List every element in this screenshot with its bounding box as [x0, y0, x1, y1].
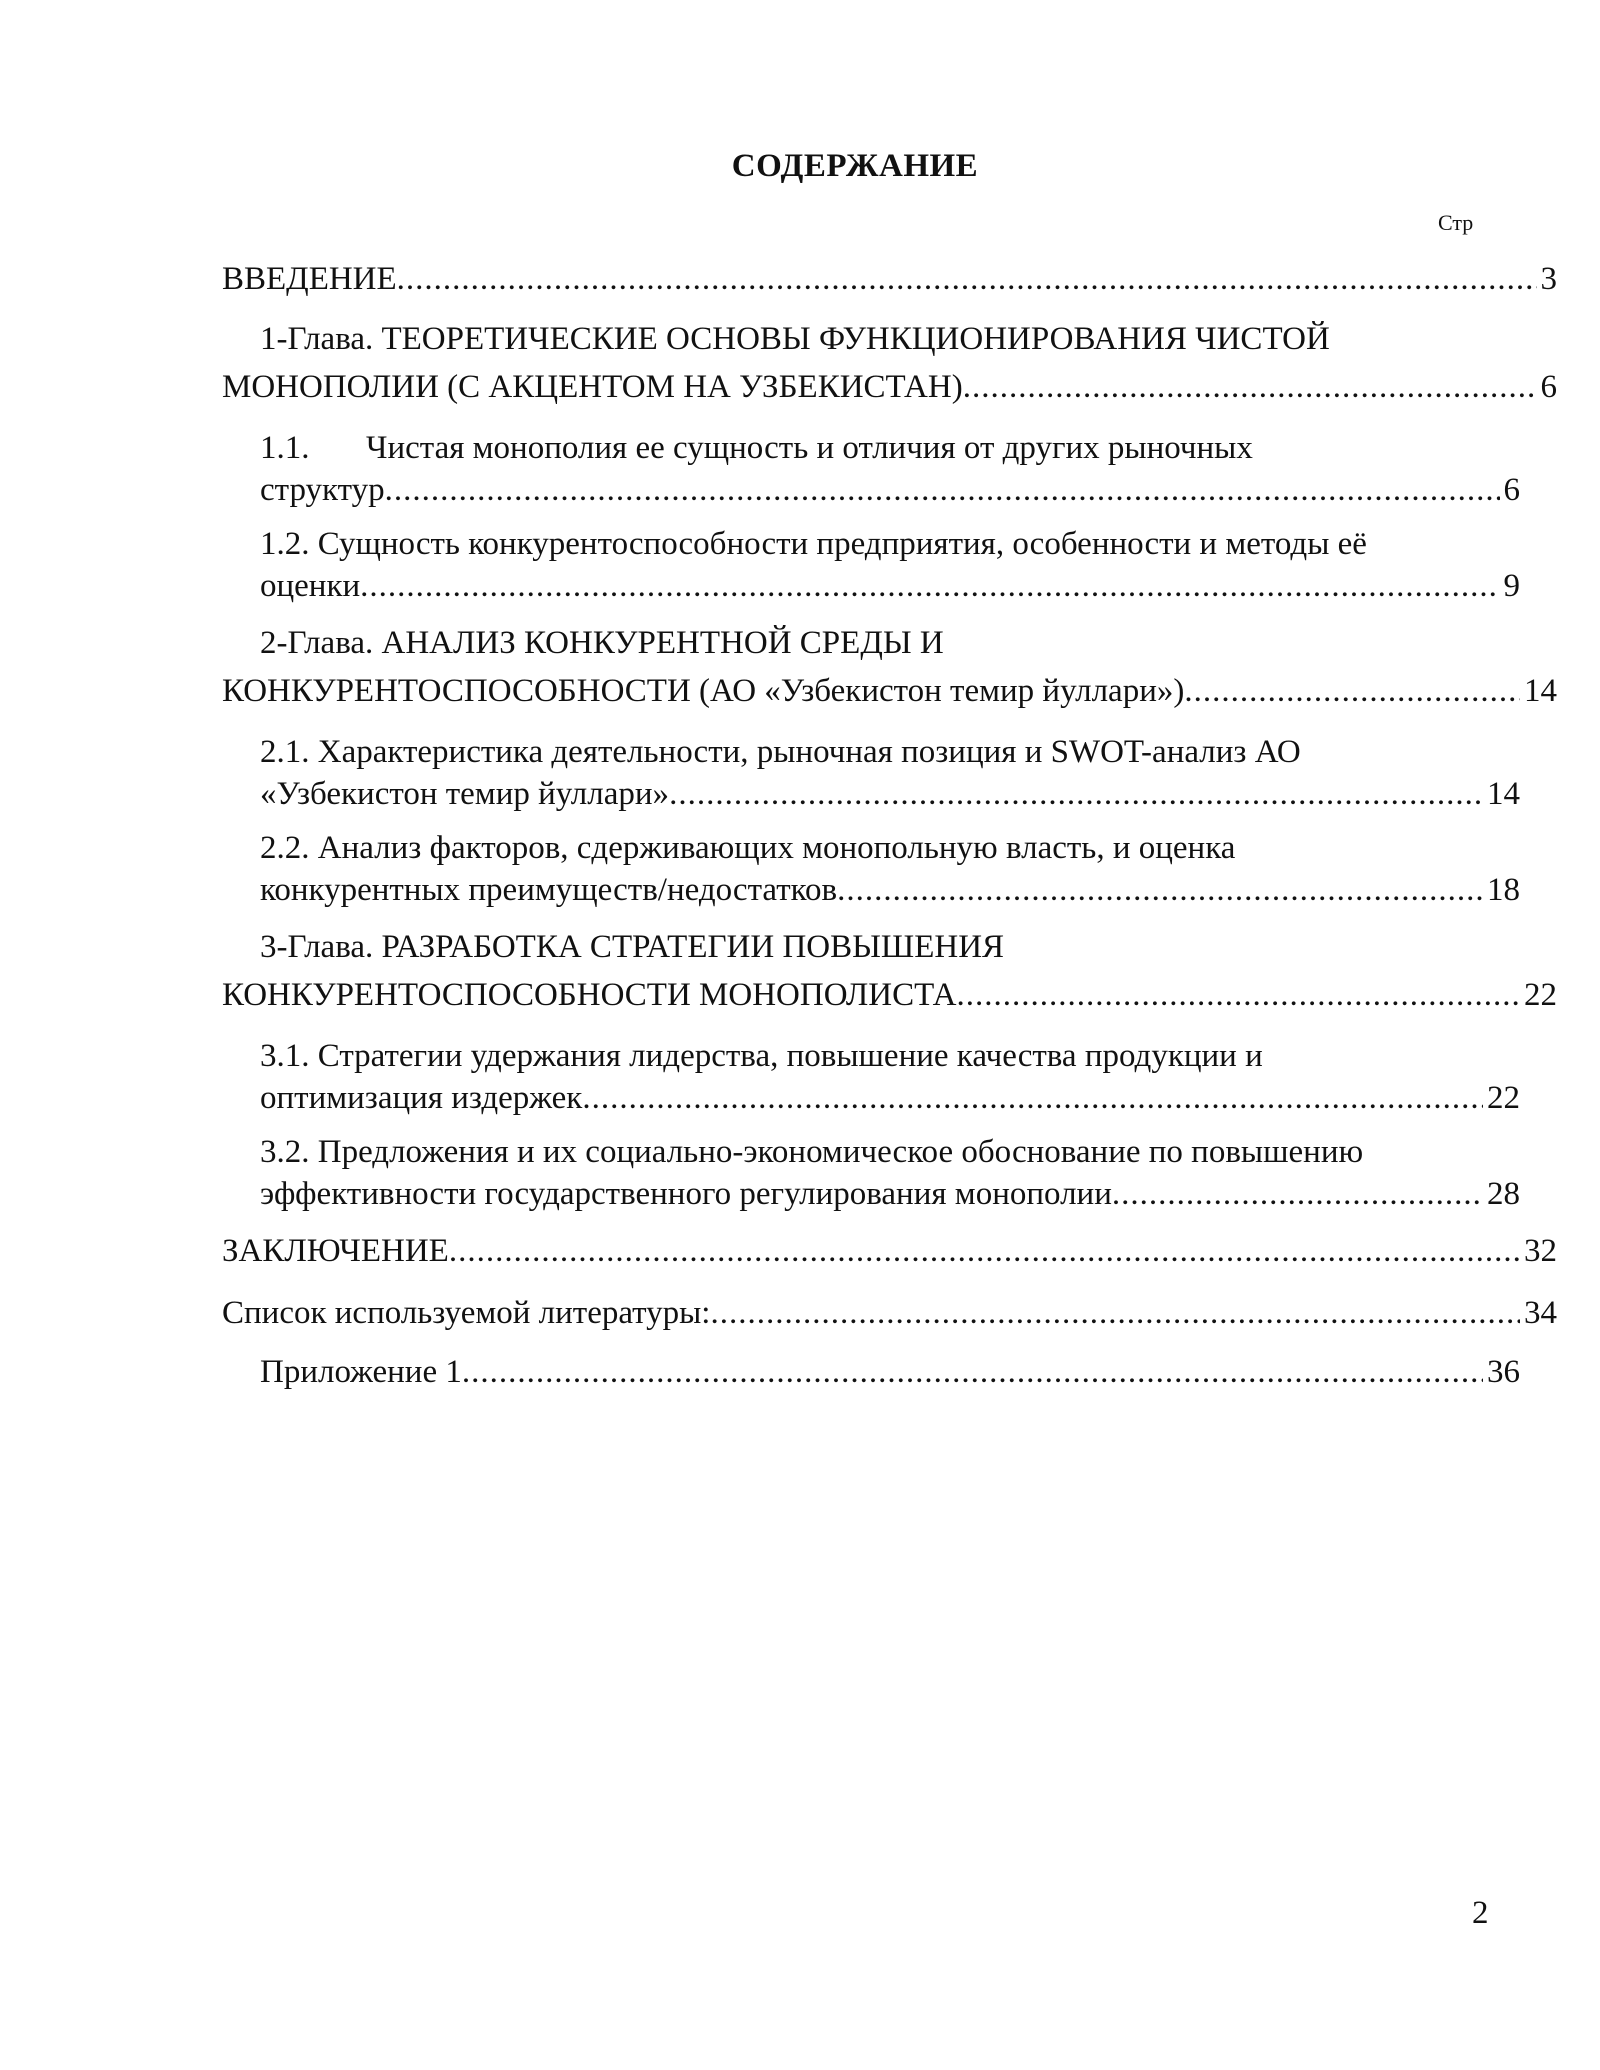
toc-leader-dots — [1112, 1173, 1483, 1215]
page-number: 2 — [1472, 1895, 1489, 1931]
toc-page-number: 36 — [1487, 1354, 1520, 1390]
toc-entry-text-line1: 3-Глава. РАЗРАБОТКА СТРАТЕГИИ ПОВЫШЕНИЯ — [260, 929, 1005, 965]
toc-entry-text: Список используемой литературы: — [222, 1295, 711, 1331]
toc-entry-section-2-2[interactable] — [260, 827, 1520, 911]
toc-page-number: 34 — [1524, 1295, 1557, 1331]
toc-entry-section-1-2[interactable] — [260, 523, 1520, 607]
toc-entry-chapter-2[interactable] — [222, 619, 1557, 715]
toc-entry-text-line2: КОНКУРЕНТОСПОСОБНОСТИ МОНОПОЛИСТА — [222, 977, 957, 1013]
toc-entry-text-line2: конкурентных преимуществ/недостатков — [260, 872, 838, 908]
toc-leader-dots — [462, 1351, 1483, 1393]
toc-entry-text-line2: МОНОПОЛИИ (С АКЦЕНТОМ НА УЗБЕКИСТАН) — [222, 369, 963, 405]
toc-leader-dots — [710, 1289, 1520, 1337]
toc-page-number: 9 — [1503, 568, 1520, 604]
toc-entry-text-line2: оптимизация издержек — [260, 1080, 583, 1116]
toc-entry-appendix-1[interactable] — [260, 1351, 1520, 1393]
toc-entry-text-line1: 3.1. Стратегии удержания лидерства, повышение качества продукции и — [260, 1038, 1263, 1074]
toc-leader-dots — [1184, 667, 1520, 715]
toc-entry-text-line2: эффективности государственного регулирования монополии — [260, 1176, 1112, 1212]
toc-page-number: 32 — [1524, 1233, 1557, 1269]
toc-entry-text: ВВЕДЕНИЕ — [222, 261, 397, 297]
toc-page-number: 6 — [1540, 369, 1557, 405]
toc-entry-section-3-2[interactable] — [260, 1131, 1520, 1215]
toc-entry-text-line1: 1-Глава. ТЕОРЕТИЧЕСКИЕ ОСНОВЫ ФУНКЦИОНИРОВАНИЯ ЧИСТОЙ — [260, 321, 1330, 357]
toc-entry-text-line1: 2.1. Характеристика деятельности, рыночная позиция и SWOT-анализ АО — [260, 734, 1301, 770]
toc-entry-text: ЗАКЛЮЧЕНИЕ — [222, 1233, 449, 1269]
toc-entry-text-line1: 2-Глава. АНАЛИЗ КОНКУРЕНТНОЙ СРЕДЫ И — [260, 625, 944, 661]
toc-entry-text: Приложение 1 — [260, 1354, 462, 1390]
toc-entry-section-3-1[interactable] — [260, 1035, 1520, 1119]
toc-leader-dots — [397, 255, 1537, 303]
toc-entry-text-line2: структур — [260, 472, 385, 508]
toc-leader-dots — [449, 1227, 1520, 1275]
toc-leader-dots — [669, 773, 1483, 815]
toc-entry-text-line1: 2.2. Анализ факторов, сдерживающих монопольную власть, и оценка — [260, 830, 1236, 866]
toc-leader-dots — [837, 869, 1483, 911]
toc-leader-dots — [360, 565, 1499, 607]
toc-page-number: 14 — [1487, 776, 1520, 812]
toc-leader-dots — [582, 1077, 1483, 1119]
toc-page-number: 28 — [1487, 1176, 1520, 1212]
toc-section-number: 1.1. — [260, 430, 310, 466]
toc-page-number: 6 — [1503, 472, 1520, 508]
toc-leader-dots — [956, 971, 1520, 1019]
toc-entry-section-1-1[interactable] — [260, 427, 1520, 511]
toc-page-number: 3 — [1540, 261, 1557, 297]
toc-entry-text-line1: 3.2. Предложения и их социально-экономическое обоснование по повышению — [260, 1134, 1364, 1170]
toc-entry-conclusion[interactable] — [222, 1227, 1557, 1275]
toc-entry-references[interactable] — [222, 1289, 1557, 1337]
toc-page-number: 22 — [1487, 1080, 1520, 1116]
toc-leader-dots — [963, 363, 1537, 411]
page-column-label: Стр — [1438, 210, 1474, 235]
toc-page-number: 22 — [1524, 977, 1557, 1013]
toc-entry-text-line2: КОНКУРЕНТОСПОСОБНОСТИ (АО «Узбекистон темир йуллари») — [222, 673, 1185, 709]
toc-entry-section-2-1[interactable] — [260, 731, 1520, 815]
toc-entry-introduction[interactable] — [222, 255, 1557, 303]
toc-entry-text-line2: оценки — [260, 568, 361, 604]
toc-page-number: 18 — [1487, 872, 1520, 908]
toc-page-number: 14 — [1524, 673, 1557, 709]
toc-entry-chapter-1[interactable] — [222, 315, 1557, 411]
page-title: СОДЕРЖАНИЕ — [731, 148, 979, 184]
toc-entry-chapter-3[interactable] — [222, 923, 1557, 1019]
toc-entry-text-line2: «Узбекистон темир йуллари» — [260, 776, 670, 812]
toc-entry-text-line1: Чистая монополия ее сущность и отличия от других рыночных — [366, 430, 1253, 466]
table-of-contents — [222, 255, 1557, 1393]
toc-leader-dots — [385, 469, 1500, 511]
toc-entry-text-line1: 1.2. Сущность конкурентоспособности предприятия, особенности и методы её — [260, 526, 1367, 562]
